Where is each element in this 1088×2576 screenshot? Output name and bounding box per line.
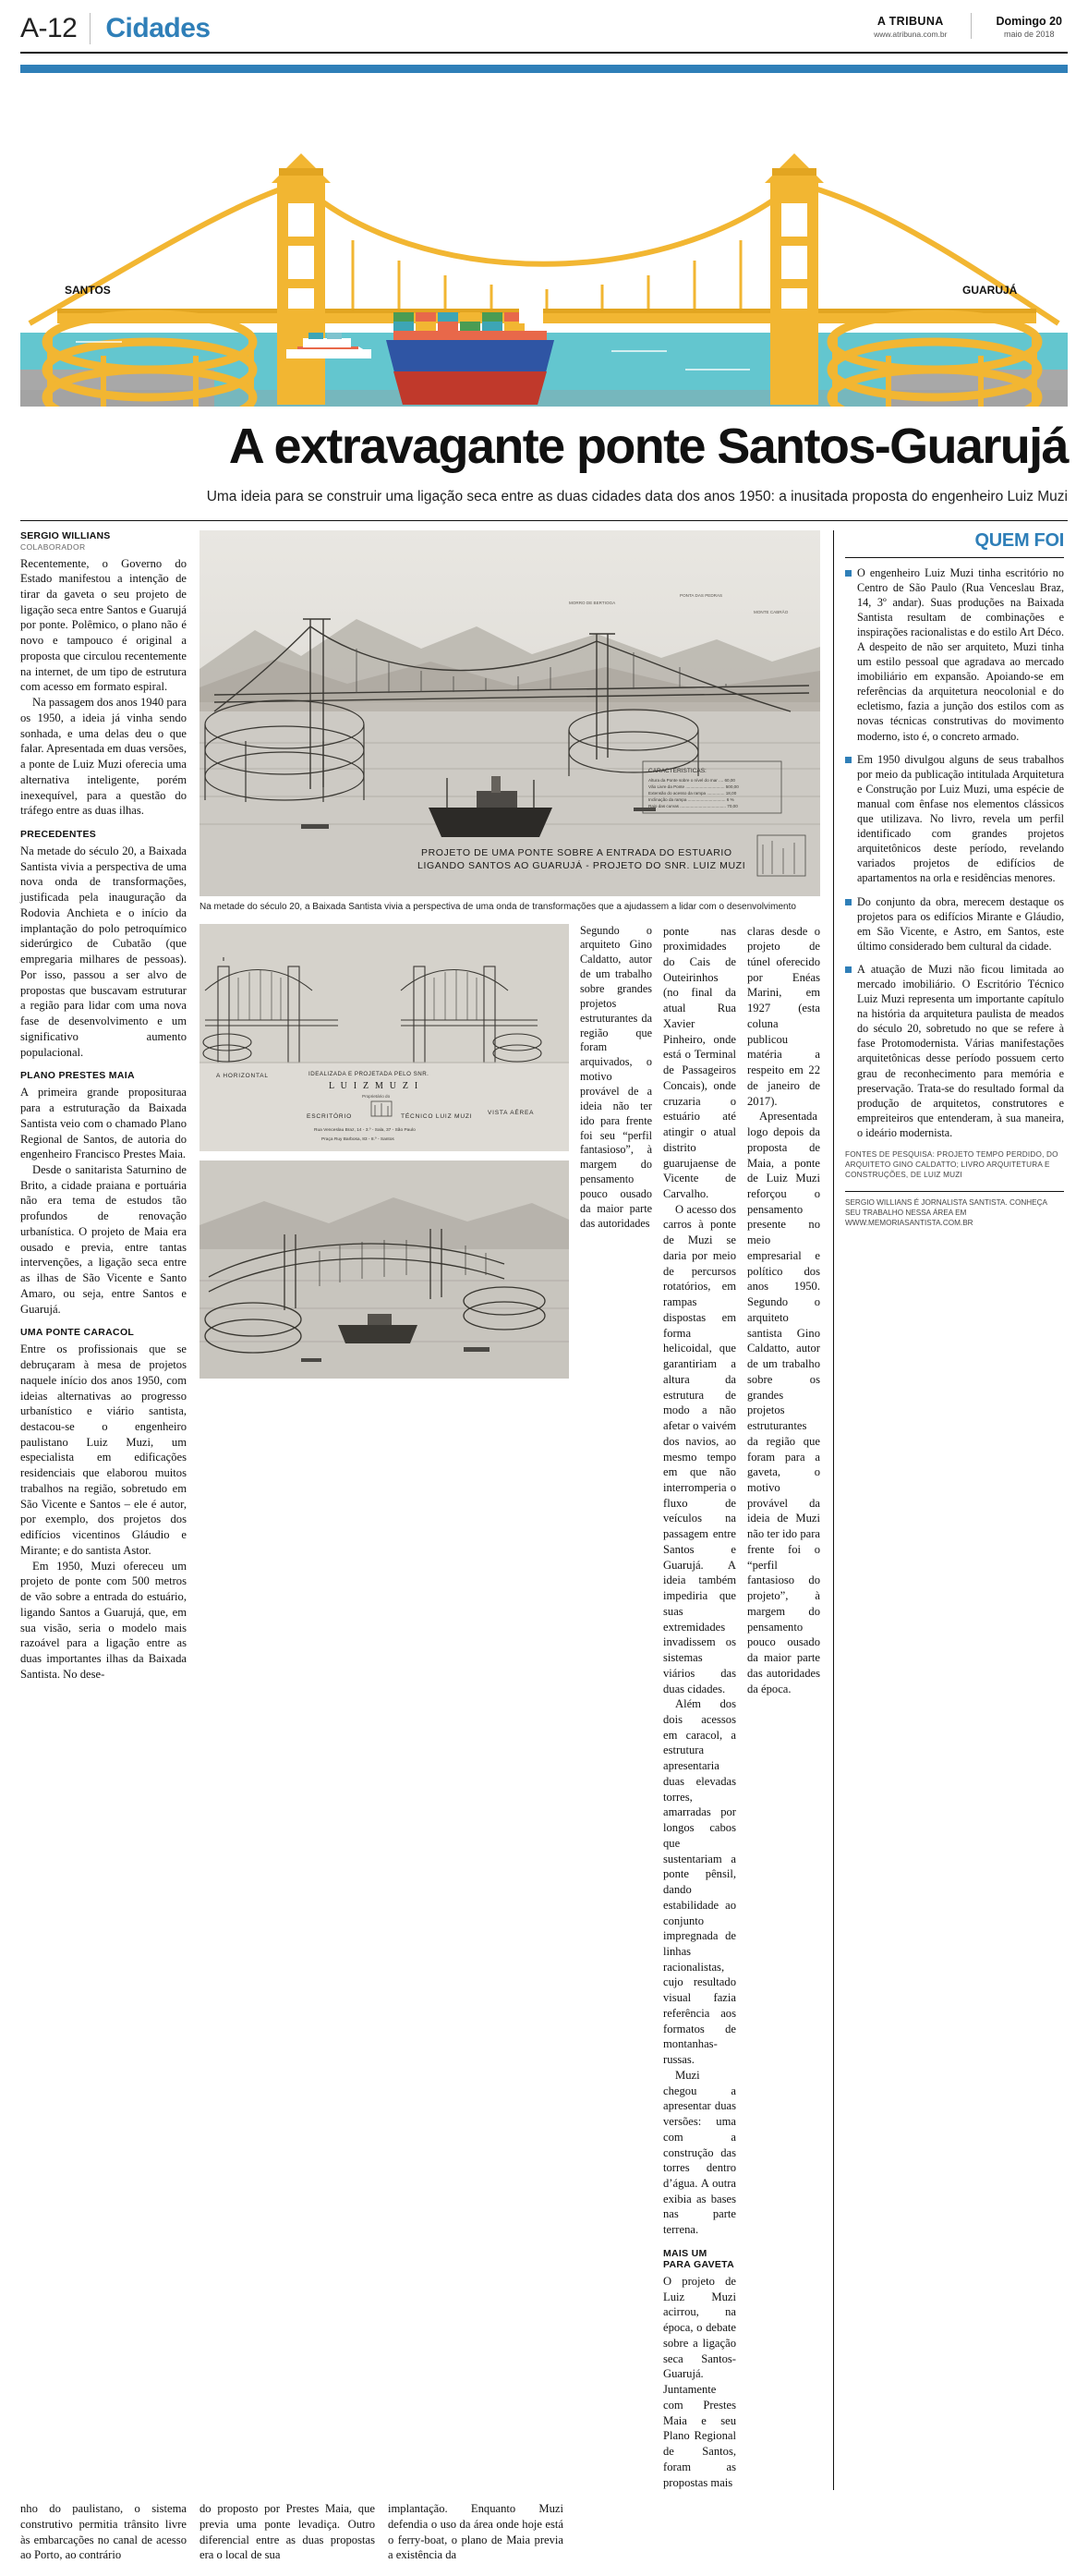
photo-caption: Na metade do século 20, a Baixada Santista vivia a perspectiva de uma onda de transformações que a ajudassem a lidar com o desenvolvimento [199, 901, 796, 912]
paper-name: A TRIBUNA [876, 15, 944, 28]
bullet-icon [845, 899, 852, 905]
mid-text-columns [663, 924, 820, 2491]
hero-illustration [20, 65, 1068, 407]
paragraph: Recentemente, o Governo do Estado manifestou a intenção de tirar da gaveta o seu projeto de ligação seca entre Santos e Guarujá por ponte. Polêmico, o plano não é novo e tampouco é original a proposta que circulou recentemente na internet, de um tipo de estrutura com acesso em formato espiral. [20, 556, 187, 694]
paragraph: claras desde o projeto de túnel oferecido por Enéas Marini, em 1927 (esta coluna publicou matéria a respeito em 22 de janeiro de 2017). [747, 924, 820, 1108]
sidebar-title: QUEM FOI [974, 529, 1064, 551]
paragraph: Desde o sanitarista Saturnino de Brito, a cidade praiana e portuária não era tema de estudos tão profundos de renovação urbanística. O projeto de Maia era ousado e previa, entre tantas intervenções, a ligação seca entre as ilhas de São Vicente e Santo Amaro, ou seja, entre Santos e Guarujá. [20, 1162, 187, 1316]
bullet-icon [845, 570, 852, 577]
author-credit: SERGIO WILLIANS É JORNALISTA SANTISTA. CONHEÇA SEU TRABALHO NESSA ÁREA EM WWW.MEMORIASANTISTA.COM.BR [845, 1191, 1064, 1228]
list-item [845, 894, 1064, 954]
svg-text:Vão Livre da Ponte ...........: Vão Livre da Ponte ................................. 500,00 [648, 784, 739, 789]
list-item-text: O engenheiro Luiz Muzi tinha escritório no Centro de São Paulo (Rua Venceslau Braz, 14, 3º andar). Suas produções na Baixada Santista resultam de combinações e inspirações racionalistas e do estilo Art Déco. A despeito de não ser arquiteto, Muzi tinha um estilo pessoal que agradava ao mercado imobiliário em expansão. Apoiando-se em referências da arquitetura neocolonial e do ecletismo, fazia a junção dos estilos com as novas técnicas construtivas do movimento moderno, isto é, o concreto armado. [857, 565, 1064, 743]
date-main: Domingo 20 [996, 15, 1062, 28]
mid-lower-block [199, 924, 820, 2491]
paragraph: Em 1950, Muzi ofereceu um projeto de ponte com 500 metros de vão sobre a entrada do estuário, ligando Santos a Guarujá, que, em sua visão, seria o modelo mais razoável para a ligação entre as duas importantes ilhas da Baixada Santista. No dese- [20, 1559, 187, 1681]
paragraph: do proposto por Prestes Maia, que previa uma ponte levadiça. Outro diferencial entre as duas propostas era o local de sua [199, 2502, 375, 2562]
bottom-column-2 [199, 2501, 375, 2563]
svg-text:GUARUJÁ: GUARUJÁ [962, 284, 1018, 297]
svg-text:Extensão do acesso da rampa ..: Extensão do acesso da rampa ............... 18,00 [648, 790, 737, 796]
svg-text:MORRO DE BERTIOGA: MORRO DE BERTIOGA [569, 600, 616, 605]
column-left [20, 530, 187, 2491]
svg-text:VISTA AÉREA: VISTA AÉREA [488, 1109, 535, 1116]
paragraph: A primeira grande proposituraa para a estruturação da Baixada Santista veio com o chamado Plano Regional de Santos, de autoria do engenheiro Francisco Prestes Maia. [20, 1086, 187, 1161]
list-item-text: Do conjunto da obra, merecem destaque os projetos para os edifícios Mirante e Gláudio, em São Vicente, e Astro, em Santos, este último considerado bem cultural da cidade. [857, 894, 1064, 953]
sidebar-quem-foi [833, 530, 1064, 2491]
list-item-text: Em 1950 divulgou alguns de seus trabalhos por meio da publicação intitulada Arquitetura e Construção por Luiz Muzi, uma espécie de manual com ênfase nos elementos clássicos que utilizava. No livro, revela um perfil identificado com grandes projetos arquitetônicos deste período, revelando variados projetos de edifícios de apartamentos na orla e residências menores. [857, 752, 1064, 885]
pull-quote-column [580, 924, 652, 2491]
svg-text:Inclinação da rampa ..........: Inclinação da rampa ................................ 6 % [648, 796, 734, 802]
svg-text:Rua Venceslau Braz, 14 - 3.º -: Rua Venceslau Braz, 14 - 3.º - Sala, 37 - São Paulo [314, 1127, 416, 1133]
paragraph: Na passagem dos anos 1940 para os 1950, a ideia já vinha sendo sonhada, e uma delas deu o que falar. Apresentada em duas versões, a ponte de Luiz Muzi oferecia uma alternativa inteligente, porém inexequível, para a questão do tráfego entre as duas ilhas. [20, 696, 187, 818]
paper-block [874, 13, 972, 39]
bullet-icon [845, 757, 852, 763]
byline-role: COLABORADOR [20, 541, 86, 552]
main-illustration-photo [199, 530, 820, 896]
masthead-right [874, 13, 1068, 39]
paragraph: O acesso dos carros à ponte de Muzi se daria por meio de percursos rotatórios, em rampas dispostas em forma helicoidal, que garantiriam a altura da estrutura de modo a não afetar o vaivém dos navios, ao mesmo tempo em que não interromperia o fluxo de veículos na passagem entre Santos e Guarujá. A ideia também impediria que suas extremidades invadissem os sistemas viários das duas cidades. [663, 1202, 736, 1695]
page-title: A extravagante ponte Santos-Guarujá [228, 419, 1068, 474]
page-folio: A-12 [20, 13, 78, 43]
subheading: UMA PONTE CARACOL [20, 1327, 135, 1339]
aerial-view-photo [199, 1160, 569, 1379]
plan-drawing-photo [199, 924, 569, 1151]
subheading: PLANO PRESTES MAIA [20, 1070, 135, 1082]
secondary-photos [199, 924, 569, 2491]
subheading: PRECEDENTES [20, 829, 97, 841]
paragraph: ponte nas proximidades do Cais de Outeirinhos (no final da atual Rua Xavier Pinheiro, onde está o Terminal de Passageiros Concais), onde cruzaria o estuário até atingir o atual distrito guarujaense de Vicente de Carvalho. [663, 924, 736, 1201]
svg-text:CARACTERISTICAS:: CARACTERISTICAS: [648, 767, 707, 774]
svg-text:A HORIZONTAL: A HORIZONTAL [216, 1072, 269, 1079]
svg-text:Proprietário do: Proprietário do [362, 1093, 391, 1099]
list-item [845, 565, 1064, 744]
svg-text:PROJETO DE UMA PONTE SOBRE A E: PROJETO DE UMA PONTE SOBRE A ENTRADA DO ESTUARIO [421, 846, 732, 858]
svg-text:Raio das curvas ..............: Raio das curvas ....................................... 70,00 [648, 803, 738, 808]
column-mid-b [747, 924, 820, 2491]
sources-note: FONTES DE PESQUISA: PROJETO TEMPO PERDIDO, DO ARQUITETO GINO CALDATTO; LIVRO ARQUITETURA E CONSTRUÇÕES, DE LUIZ MUZI [845, 1150, 1058, 1180]
section-title: Cidades [90, 13, 210, 44]
svg-text:L U I Z M U Z I: L U I Z M U Z I [329, 1080, 420, 1091]
bottom-column-3 [388, 2501, 563, 2563]
masthead [20, 0, 1068, 54]
paragraph: Apresentada logo depois da proposta de Maia, a ponte de Luiz Muzi reforçou o pensamento presente no meio empresarial e político dos anos 1950. Segundo o arquiteto santista Gino Caldatto, autor de um trabalho sobre os grandes projetos estruturantes da região que foram para a gaveta, o motivo provável da ideia de Muzi não ter ido para frente foi o “perfil fantasioso do projeto”, à margem do pensamento pouco ousado da maior parte das autoridades da época. [747, 1110, 820, 1695]
paragraph: Muzi chegou a apresentar duas versões: uma com a construção das torres dentro d’água. A outra exibia as bases nas parte terrena. [663, 2068, 736, 2237]
list-item-text: A atuação de Muzi não ficou limitada ao mercado imobiliário. O Escritório Técnico Luiz Muzi representa um importante capítulo na história da arquitetura paulista de meados do século 20, sobretudo no que se refere à fase Protomodernista. Várias manifestações arquitetônicas desse período possuem certo grau de reconhecimento para memória e preservação. Trata-se do resultado formal da produção de arquitetos, construtores e empreiteiros que entenderam, à sua maneira, o ideário modernista. [857, 962, 1064, 1139]
column-mid-a [663, 924, 736, 2491]
sidebar-divider [845, 557, 1064, 558]
paragraph: implantação. Enquanto Muzi defendia o uso da área onde hoje está o ferry-boat, o plano de Maia previa a existência da [388, 2502, 563, 2562]
date-block [996, 13, 1068, 39]
bottom-column-1 [20, 2501, 187, 2563]
paper-url: www.atribuna.com.br [874, 30, 948, 39]
article-body [20, 530, 1068, 2491]
paragraph: Na metade do século 20, a Baixada Santista vivia a perspectiva de uma nova onda de transformações, justificada pela inauguração da Rodovia Anchieta e o início da implantação do polo petroquímico siderúrgico de Cubatão (que empregaria milhares de pessoas). Por isso, passou a ser alvo de propostas que buscavam estruturar a região para lidar com uma nova fase de desenvolvimento e um significativo aumento populacional. [20, 844, 187, 1059]
column-middle [199, 530, 820, 2491]
paragraph: Entre os profissionais que se debruçaram à mesa de projetos naquele início dos anos 1950, com ideias alternativas ao progresso urbanístico e viário santista, destacou-se o engenheiro paulistano Luiz Muzi, um especialista em edificações residenciais que elaborou muitos trabalhos na região, sobretudo em São Vicente e Santos – ele é autor, por exemplo, dos projetos dos edifícios vicentinos Gláudio e Mirante; e do santista Astor. [20, 1343, 187, 1557]
svg-text:Altura da Ponte sobre o nível: Altura da Ponte sobre o nível do mar .... 60,00 [648, 777, 735, 783]
divider [20, 520, 1068, 521]
standfirst: Uma ideia para se construir uma ligação seca entre as duas cidades data dos anos 1950: a inusitada proposta do engenheiro Luiz Muzi [206, 488, 1068, 504]
svg-text:Praça Ruy Barbosa, 83 - 8.º -: Praça Ruy Barbosa, 83 - 8.º - Santos [321, 1136, 394, 1142]
svg-text:ESCRITÓRIO: ESCRITÓRIO [307, 1112, 353, 1120]
list-item [845, 752, 1064, 886]
svg-text:SANTOS: SANTOS [65, 284, 111, 297]
list-item [845, 962, 1064, 1140]
date-sub: maio de 2018 [1003, 30, 1055, 39]
subheading: MAIS UM PARA GAVETA [663, 2247, 734, 2270]
svg-text:MONTE CABRÃO: MONTE CABRÃO [754, 609, 789, 614]
svg-text:TÉCNICO LUIZ MUZI: TÉCNICO LUIZ MUZI [401, 1112, 473, 1120]
paragraph: Além dos dois acessos em caracol, a estrutura apresentaria duas elevadas torres, amarradas por longos cabos que sustentariam a ponte pênsil, dando estabilidade ao conjunto impregnada de linhas racionalistas, cujo resultado visual fazia referência aos formatos de montanhas-russas. [663, 1697, 736, 2067]
svg-text:IDEALIZADA E PROJETADA PELO SN: IDEALIZADA E PROJETADA PELO SNR. [308, 1070, 429, 1077]
bullet-icon [845, 966, 852, 973]
svg-text:PONTA DAS PEDRAS: PONTA DAS PEDRAS [680, 592, 723, 598]
svg-text:LIGANDO SANTOS AO GUARUJÁ - PR: LIGANDO SANTOS AO GUARUJÁ - PROJETO DO SNR. LUIZ MUZI [417, 859, 746, 871]
paragraph: O projeto de Luiz Muzi acirrou, na época, o debate sobre a ligação seca Santos-Guarujá. Juntamente com Prestes Maia e seu Plano Regional de Santos, foram as propostas mais [663, 2274, 736, 2489]
byline-author: SERGIO WILLIANS [20, 529, 111, 541]
paragraph: nho do paulistano, o sistema construtivo permitia trânsito livre às embarcações no canal de acesso ao Porto, ao contrário [20, 2502, 187, 2562]
bottom-continuation [20, 2501, 1068, 2563]
pull-quote-text: Segundo o arquiteto Gino Caldatto, autor de um trabalho sobre grandes projetos estruturantes da região que foram arquivados, o motivo provável de a ideia não ter ido para frente foi seu “perfil fantasioso”, à margem do pensamento pouco ousado da maior parte das autoridades [580, 923, 652, 1230]
